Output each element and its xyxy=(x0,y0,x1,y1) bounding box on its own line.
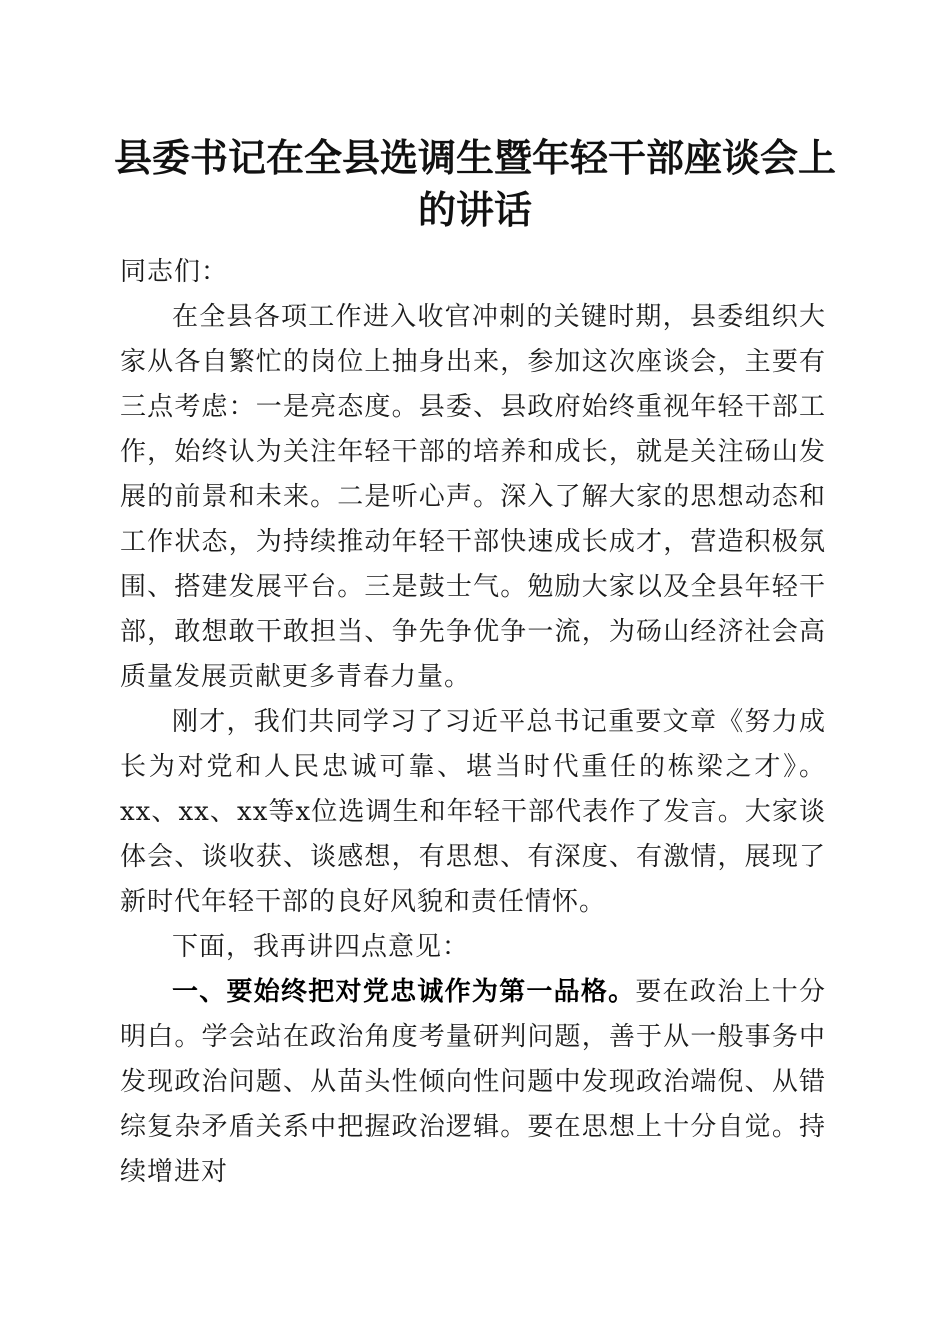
paragraph-point-one xyxy=(120,970,826,1195)
point-one-body: 要在政治上十分明白。学会站在政治角度考量研判问题，善于从一般事务中发现政治问题、从苗头性倾向性问题中发现政治端倪、从错综复杂矛盾关系中把握政治逻辑。要在思想上十分自觉。持续增进对 xyxy=(120,977,826,1187)
paragraph-review: 刚才，我们共同学习了习近平总书记重要文章《努力成长为对党和人民忠诚可靠、堪当时代重任的栋梁之才》。xx、xx、xx等x位选调生和年轻干部代表作了发言。大家谈体会、谈收获、谈感想，有思想、有深度、有激情，展现了新时代年轻干部的良好风貌和责任情怀。 xyxy=(120,707,826,917)
paragraph-transition: 下面，我再讲四点意见： xyxy=(172,932,470,962)
paragraph-intro: 在全县各项工作进入收官冲刺的关键时期，县委组织大家从各自繁忙的岗位上抽身出来，参加这次座谈会，主要有三点考虑：一是亮态度。县委、县政府始终重视年轻干部工作，始终认为关注年轻干部的培养和成长，就是关注砀山发展的前景和未来。二是听心声。深入了解大家的思想动态和工作状态，为持续推动年轻干部快速成长成才，营造积极氛围、搭建发展平台。三是鼓士气。勉励大家以及全县年轻干部，敢想敢干敢担当、争先争优争一流，为砀山经济社会高质量发展贡献更多青春力量。 xyxy=(120,302,826,692)
document-body xyxy=(120,250,826,1195)
salutation: 同志们： xyxy=(120,257,229,287)
point-one-heading: 一、要始终把对党忠诚作为第一品格。 xyxy=(172,977,636,1007)
document-title: 县委书记在全县选调生暨年轻干部座谈会上的讲话 xyxy=(113,135,836,232)
